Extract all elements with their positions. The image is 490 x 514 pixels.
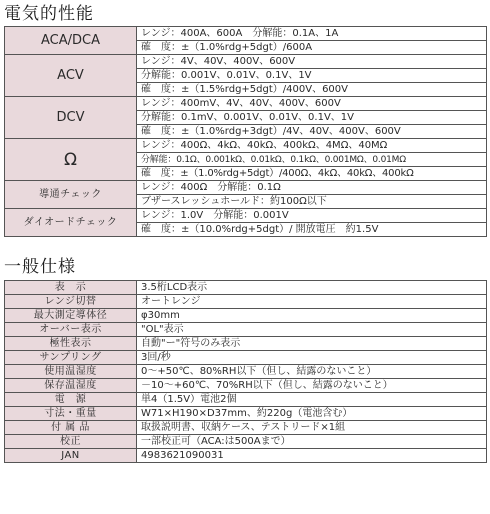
table-row [5,323,487,337]
spec-line: 分解能：0.001V、0.01V、0.1V、1V [137,69,487,83]
general-spec-table [4,280,487,463]
row-label: 寸法・重量 [5,407,137,421]
row-value: 自動"ー"符号のみ表示 [137,337,487,351]
table-row [5,421,487,435]
table-row [5,209,487,223]
table-row [5,351,487,365]
spec-line: レンジ：400A、600A 分解能：0.1A、1A [137,27,487,41]
spec-line: 分解能：0.1Ω、0.001kΩ、0.01kΩ、0.1kΩ、0.001MΩ、0.01MΩ [137,153,487,167]
table-row [5,365,487,379]
row-label: 校正 [5,435,137,449]
spec-line: 確 度：±（10.0%rdg+5dgt）/ 開放電圧 約1.5V [137,223,487,237]
row-value: φ30mm [137,309,487,323]
row-label: 電 源 [5,393,137,407]
row-value: －10～+60℃、70%RH以下（但し、結露のないこと） [137,379,487,393]
table-row [5,139,487,153]
spec-line: 確 度：±（1.5%rdg+5dgt）/400V、600V [137,83,487,97]
table-row [5,337,487,351]
row-label: 保存温湿度 [5,379,137,393]
row-label: 表 示 [5,281,137,295]
spec-line: 分解能：0.1mV、0.001V、0.01V、0.1V、1V [137,111,487,125]
table-row [5,449,487,463]
table-row [5,379,487,393]
table-row [5,407,487,421]
table-row [5,435,487,449]
row-label: 最大測定導体径 [5,309,137,323]
spec-line: 確 度：±（1.0%rdg+5dgt）/400Ω、4kΩ、40kΩ、400kΩ [137,167,487,181]
row-label: オーバー表示 [5,323,137,337]
row-label-acv: ACV [5,55,137,97]
row-value: 3回/秒 [137,351,487,365]
row-label-continuity: 導通チェック [5,181,137,209]
row-label-ohm: Ω [5,139,137,181]
row-value: オートレンジ [137,295,487,309]
spec-line: 確 度：±（1.0%rdg+5dgt）/600A [137,41,487,55]
row-value: 一部校正可（ACA:は500Aまで） [137,435,487,449]
row-label-aca-dca: ACA/DCA [5,27,137,55]
spec-line: レンジ：400Ω、4kΩ、40kΩ、400kΩ、4MΩ、40MΩ [137,139,487,153]
spec-line: レンジ：4V、40V、400V、600V [137,55,487,69]
row-label-diode: ダイオードチェック [5,209,137,237]
row-label: 付 属 品 [5,421,137,435]
spec-line: 確 度：±（1.0%rdg+3dgt）/4V、40V、400V、600V [137,125,487,139]
row-value: 4983621090031 [137,449,487,463]
row-value: 単4（1.5V）電池2個 [137,393,487,407]
table-row [5,97,487,111]
table-row [5,181,487,195]
row-label: JAN [5,449,137,463]
row-label: 極性表示 [5,337,137,351]
row-label-dcv: DCV [5,97,137,139]
row-value: 取扱説明書、収納ケース、テストリード×1組 [137,421,487,435]
row-value: "OL"表示 [137,323,487,337]
table-row [5,309,487,323]
table-row [5,295,487,309]
spec-line: レンジ：1.0V 分解能：0.001V [137,209,487,223]
spec-line: ブザースレッシュホールド：約100Ω以下 [137,195,487,209]
section-title-electrical: 電気的性能 [4,4,94,24]
spec-line: レンジ：400Ω 分解能：0.1Ω [137,181,487,195]
row-label: サンプリング [5,351,137,365]
spec-line: レンジ：400mV、4V、40V、400V、600V [137,97,487,111]
row-value: 3.5桁LCD表示 [137,281,487,295]
row-value: W71×H190×D37mm、約220g（電池含む） [137,407,487,421]
table-row [5,281,487,295]
section-title-general: 一般仕様 [4,257,76,277]
row-label: レンジ切替 [5,295,137,309]
row-label: 使用温湿度 [5,365,137,379]
table-row [5,27,487,41]
table-row [5,393,487,407]
electrical-spec-table [4,26,487,237]
row-value: 0～+50℃、80%RH以下（但し、結露のないこと） [137,365,487,379]
table-row [5,55,487,69]
